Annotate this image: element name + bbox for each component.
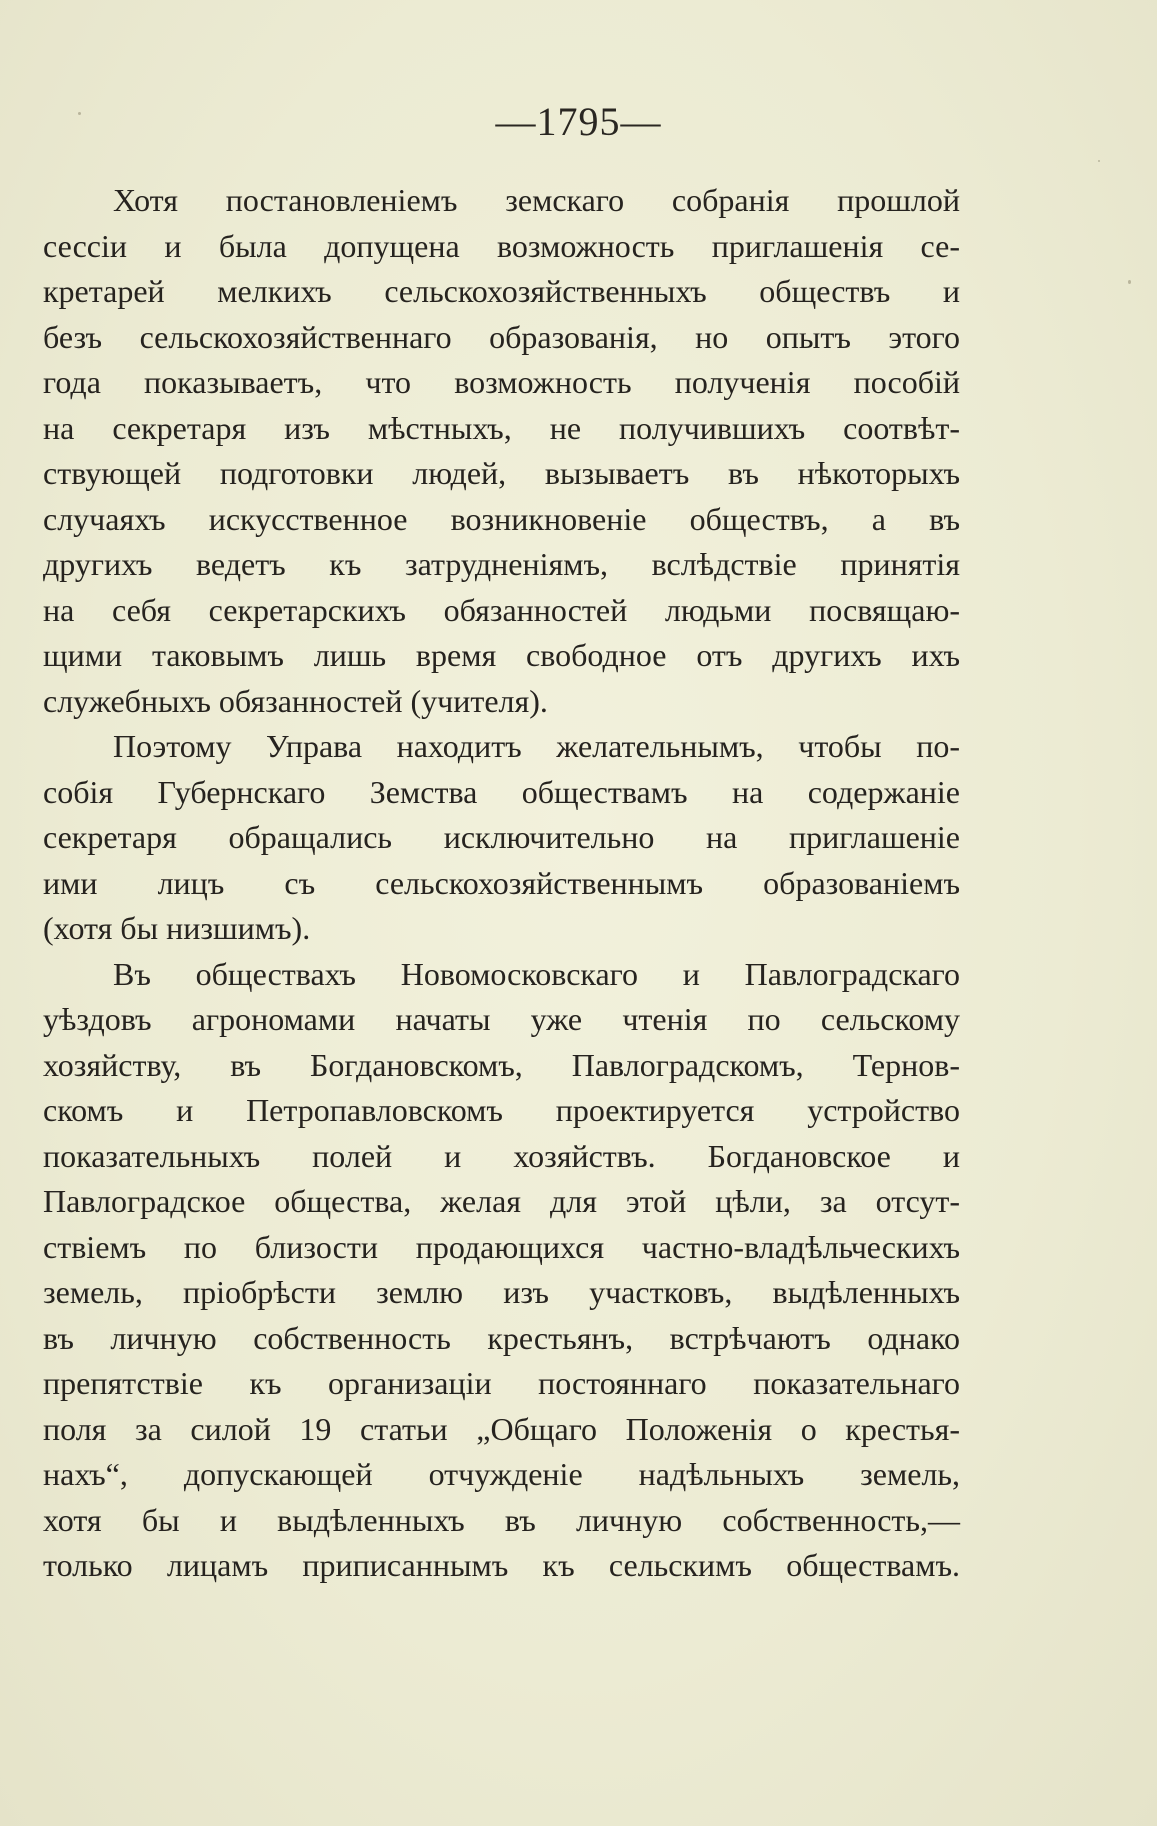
text-line: секретаря обращались исключительно на приглашеніе bbox=[43, 819, 960, 855]
text-line: уѣздовъ агрономами начаты уже чтенія по сельскому bbox=[43, 1001, 960, 1037]
text-line: служебныхъ обязанностей (учителя). bbox=[43, 682, 548, 719]
text-line: ими лицъ съ сельскохозяйственнымъ образованіемъ bbox=[43, 864, 960, 901]
paragraph-2 bbox=[43, 724, 960, 952]
text-line: нахъ“, допускающей отчужденіе надѣльныхъ земель, bbox=[43, 1456, 960, 1492]
paper-speck bbox=[1098, 160, 1100, 162]
text-line: случаяхъ искусственное возникновеніе обществъ, а въ bbox=[43, 500, 960, 537]
text-line: на себя секретарскихъ обязанностей людьми посвящаю- bbox=[43, 591, 960, 628]
text-line: ствіемъ по близости продающихся частно-владѣльческихъ bbox=[43, 1228, 960, 1265]
paper-speck bbox=[1128, 280, 1131, 284]
text-line: кретарей мелкихъ сельскохозяйственныхъ обществъ и bbox=[43, 273, 960, 309]
text-line: собія Губернскаго Земства обществамъ на содержаніе bbox=[43, 773, 960, 810]
text-line: (хотя бы низшимъ). bbox=[43, 910, 311, 946]
paragraph-1 bbox=[43, 178, 960, 724]
text-line: только лицамъ приписаннымъ къ сельскимъ обществамъ. bbox=[43, 1547, 960, 1583]
text-line: на секретаря изъ мѣстныхъ, не получившихъ соотвѣт- bbox=[43, 409, 960, 446]
body-text bbox=[43, 178, 960, 1589]
text-line: скомъ и Петропавловскомъ проектируется устройство bbox=[43, 1092, 960, 1128]
text-line: Павлоградское общества, желая для этой цѣли, за отсут- bbox=[43, 1183, 960, 1219]
text-line: хотя бы и выдѣленныхъ въ личную собственность,— bbox=[43, 1501, 960, 1538]
text-line: Поэтому Управа находитъ желательнымъ, чтобы по- bbox=[113, 728, 960, 764]
text-line: ствующей подготовки людей, вызываетъ въ нѣкоторыхъ bbox=[43, 455, 960, 491]
text-line: другихъ ведетъ къ затрудненіямъ, вслѣдствіе принятія bbox=[43, 546, 960, 582]
text-line: года показываетъ, что возможность полученія пособій bbox=[43, 364, 960, 400]
text-line: препятствіе къ организаціи постояннаго показательнаго bbox=[43, 1365, 960, 1401]
text-line: Въ обществахъ Новомосковскаго и Павлоградскаго bbox=[113, 955, 960, 992]
text-line: хозяйству, въ Богдановскомъ, Павлоградскомъ, Тернов- bbox=[43, 1046, 960, 1083]
page-number: —1795— bbox=[495, 99, 662, 144]
text-line: показательныхъ полей и хозяйствъ. Богдановское и bbox=[43, 1137, 960, 1174]
text-line: безъ сельскохозяйственнаго образованія, но опытъ этого bbox=[43, 318, 960, 355]
text-line: щими таковымъ лишь время свободное отъ другихъ ихъ bbox=[43, 637, 960, 673]
text-line: сессіи и была допущена возможность приглашенія се- bbox=[43, 227, 960, 264]
text-line: земель, пріобрѣсти землю изъ участковъ, выдѣленныхъ bbox=[43, 1274, 960, 1310]
text-line: поля за силой 19 статьи „Общаго Положенія о крестья- bbox=[43, 1410, 960, 1447]
text-line: въ личную собственность крестьянъ, встрѣчаютъ однако bbox=[43, 1319, 960, 1356]
paragraph-3 bbox=[43, 952, 960, 1589]
text-line: Хотя постановленіемъ земскаго собранія прошлой bbox=[113, 182, 960, 218]
